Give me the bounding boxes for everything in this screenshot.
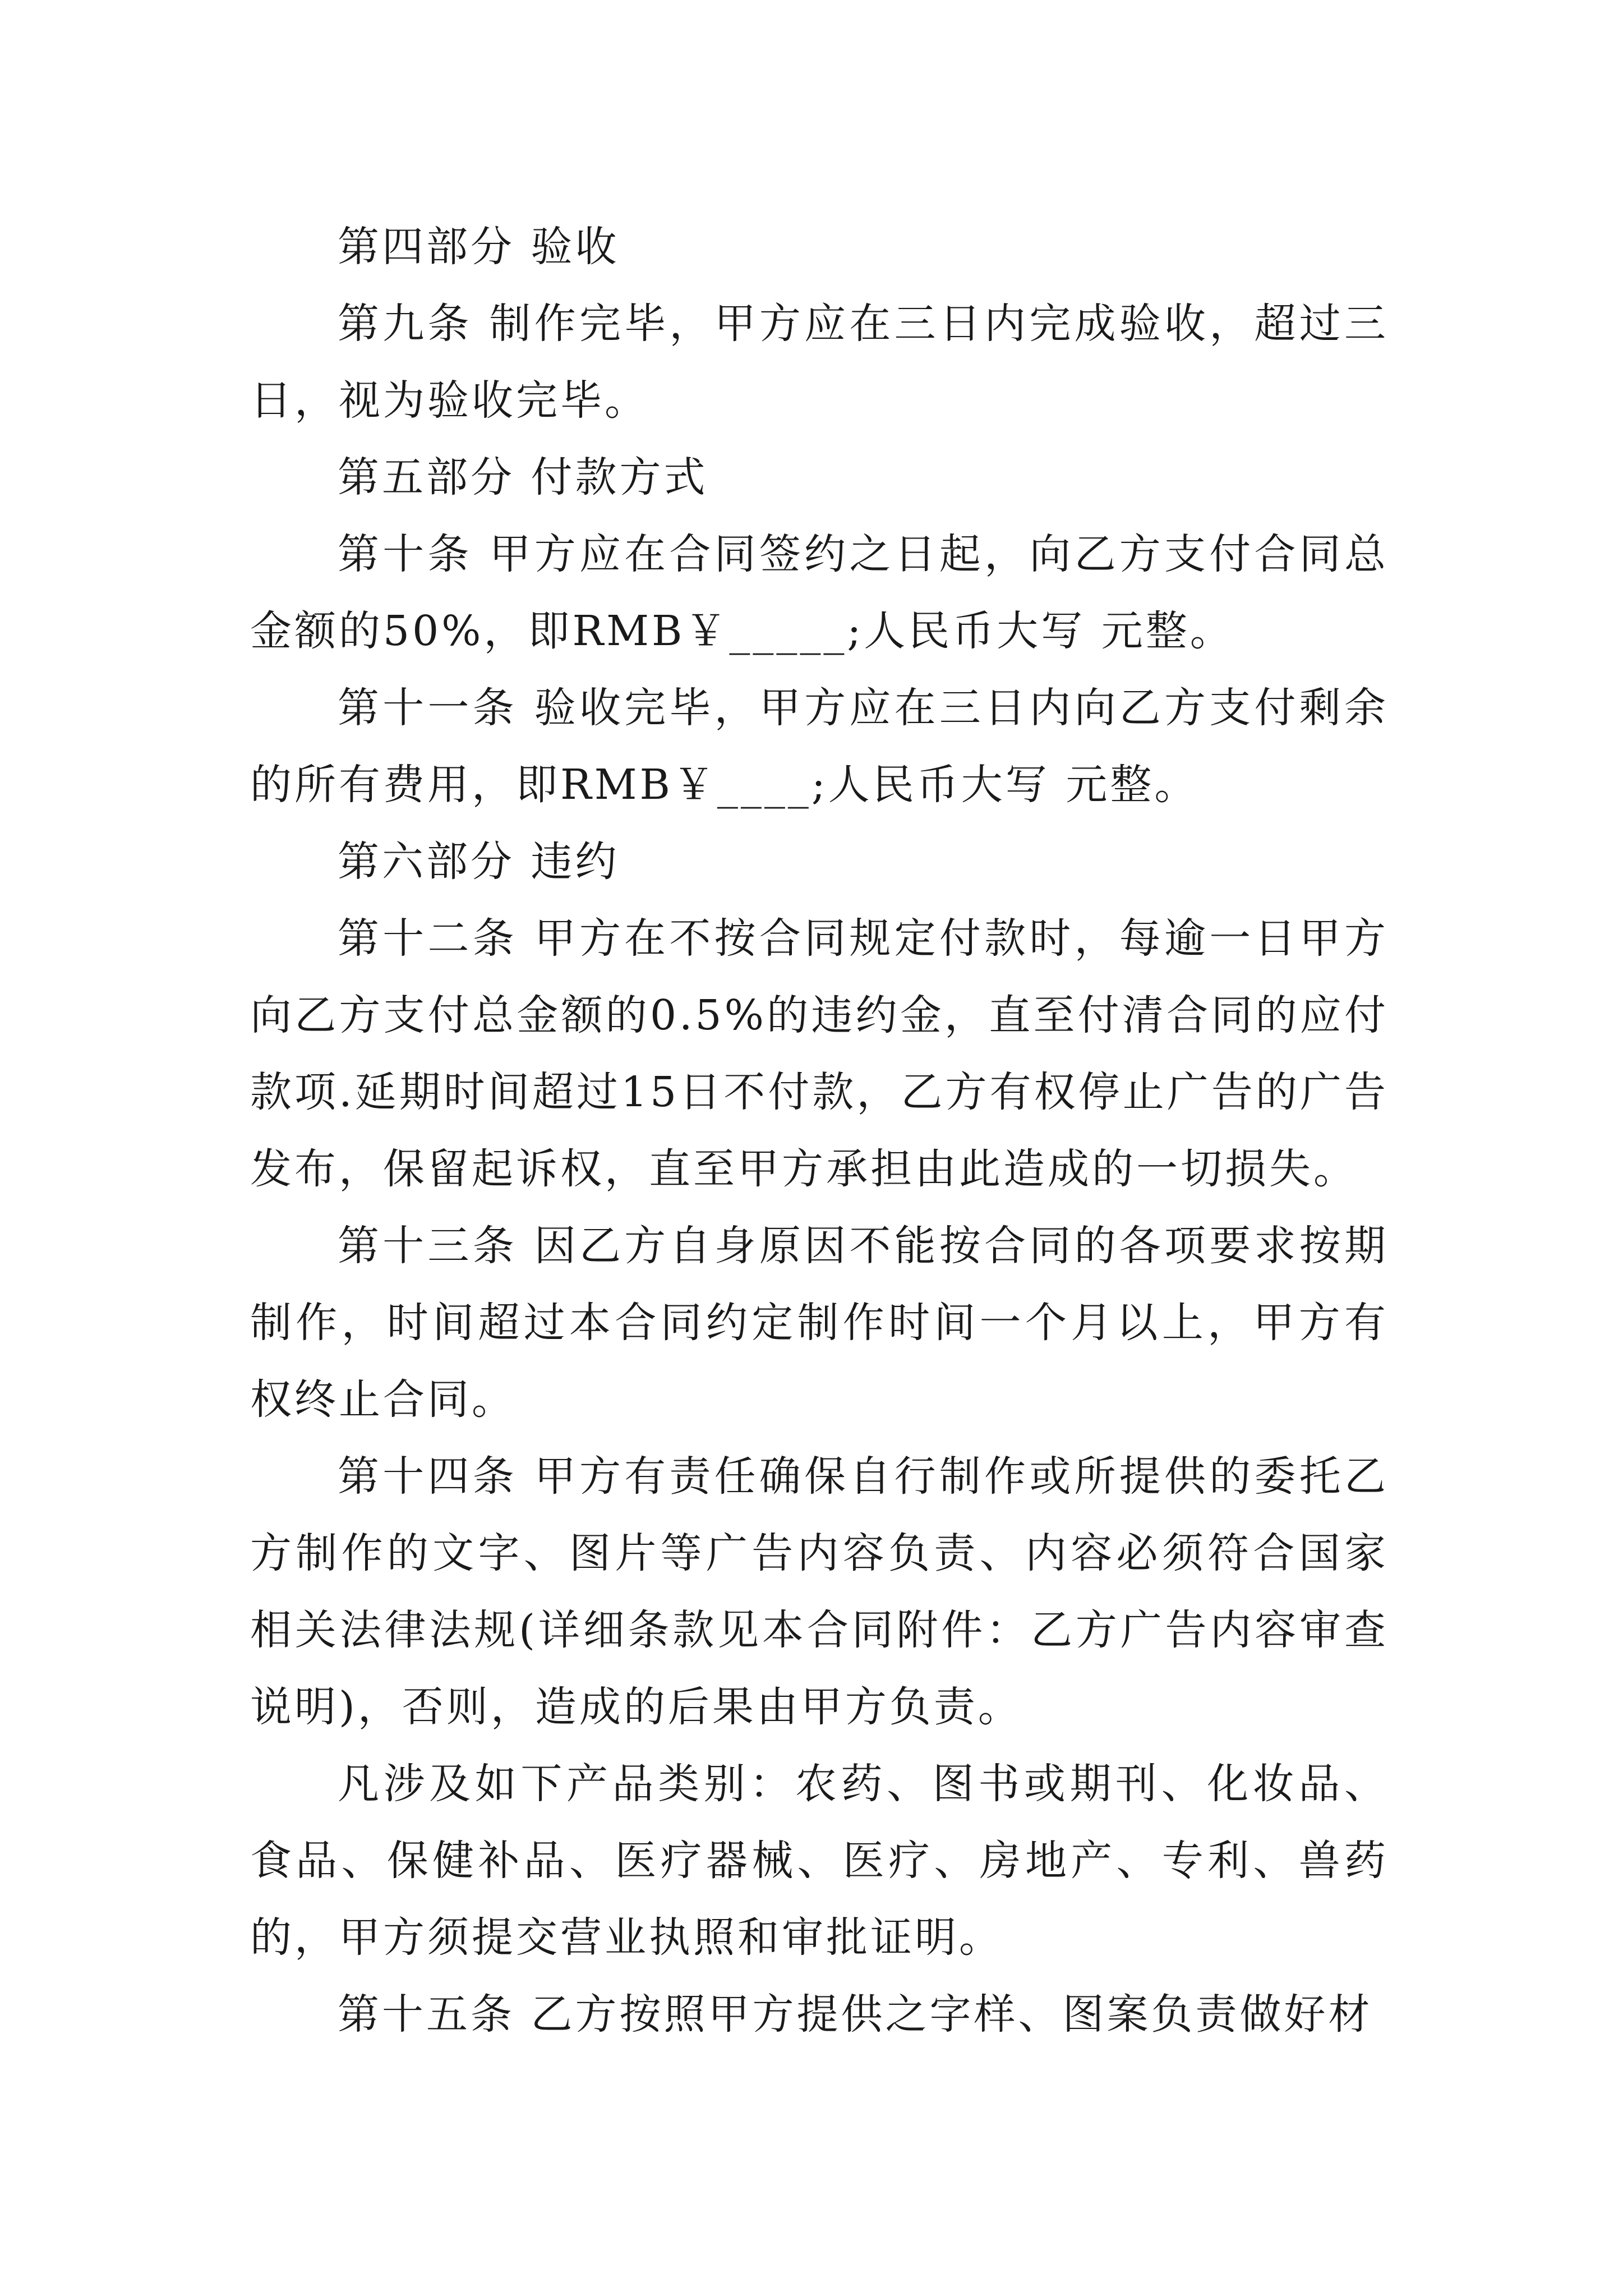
- article-12-paragraph: 第十二条 甲方在不按合同规定付款时，每逾一日甲方向乙方支付总金额的0.5%的违约金，直至付清合同的应付款项.延期时间超过15日不付款，乙方有权停止广告的广告发布，保留起诉权，直至甲方承担由此造成的一切损失。: [250, 914, 1389, 1193]
- article-13-paragraph: 第十三条 因乙方自身原因不能按合同的各项要求按期制作，时间超过本合同约定制作时间一个月以上，甲方有权终止合同。: [250, 1222, 1389, 1424]
- product-categories-paragraph: 凡涉及如下产品类别：农药、图书或期刊、化妆品、食品、保健补品、医疗器械、医疗、房地产、专利、兽药的，甲方须提交营业执照和审批证明。: [250, 1760, 1389, 1962]
- article-14-paragraph: 第十四条 甲方有责任确保自行制作或所提供的委托乙方制作的文字、图片等广告内容负责、内容必须符合国家相关法律法规(详细条款见本合同附件：乙方广告内容审查说明)，否则，造成的后果由甲方负责。: [250, 1452, 1389, 1731]
- article-11-paragraph: 第十一条 验收完毕，甲方应在三日内向乙方支付剩余的所有费用，即RMB￥____;人民币大写 元整。: [250, 684, 1389, 809]
- article-15-paragraph: 第十五条 乙方按照甲方提供之字样、图案负责做好材: [338, 1990, 1373, 2039]
- article-9-paragraph: 第九条 制作完毕，甲方应在三日内完成验收，超过三日，视为验收完毕。: [250, 300, 1389, 425]
- part4-heading: 第四部分 验收: [338, 223, 620, 271]
- document-page: [250, 209, 1389, 2053]
- article-10-paragraph: 第十条 甲方应在合同签约之日起，向乙方支付合同总金额的50%，即RMB￥_____;人民币大写 元整。: [250, 530, 1389, 655]
- part5-heading: 第五部分 付款方式: [338, 453, 708, 501]
- part6-heading: 第六部分 违约: [338, 838, 620, 886]
